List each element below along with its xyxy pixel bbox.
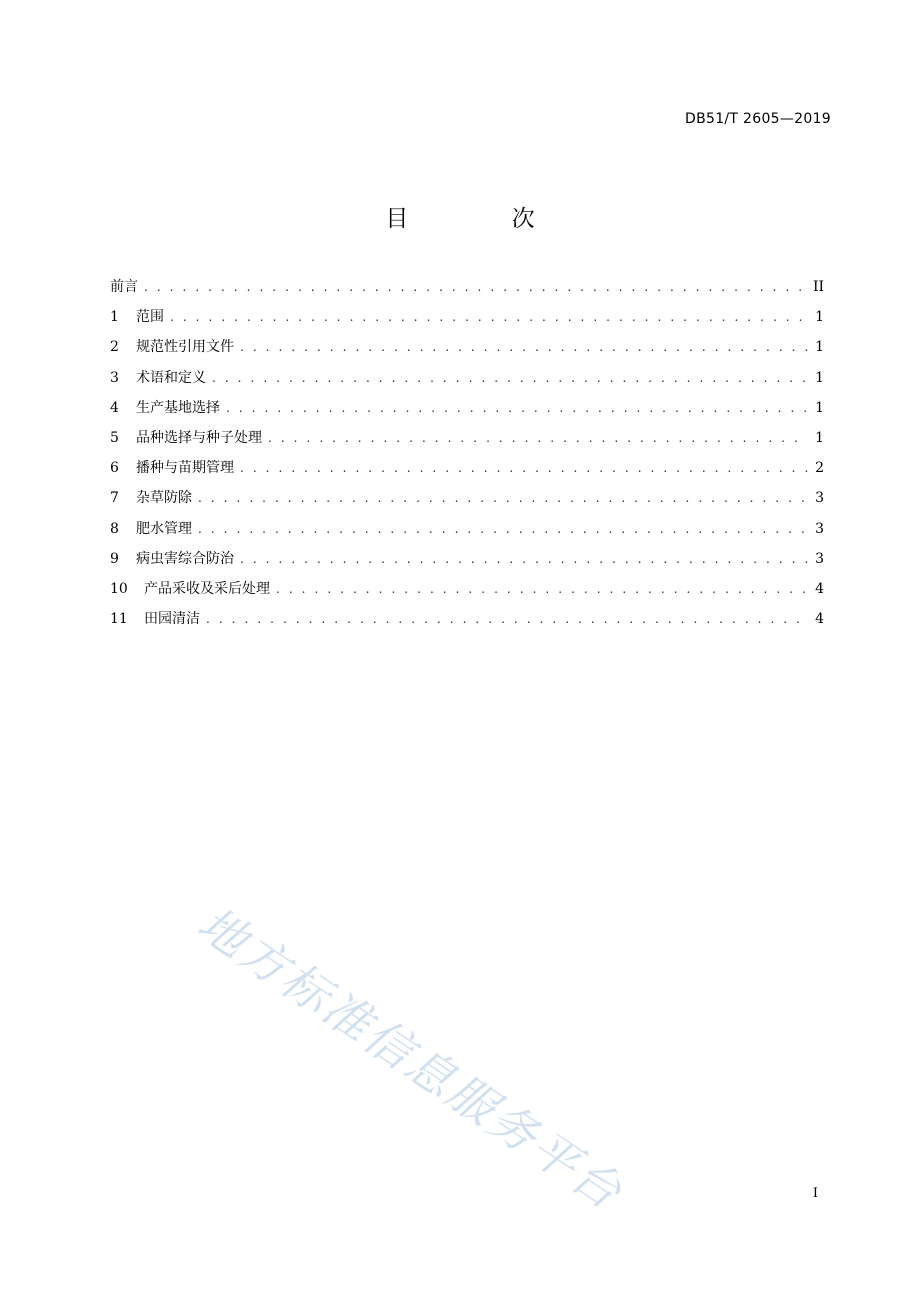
toc-entry-pest-control[interactable] — [110, 548, 824, 578]
toc-entry-number: 8 — [110, 520, 119, 537]
dot-leader — [206, 608, 808, 630]
dot-leader — [268, 427, 808, 449]
page-number: I — [812, 1186, 818, 1201]
toc-entry-page: 1 — [815, 399, 824, 416]
toc-entry-number: 2 — [110, 339, 119, 356]
toc-entry-scope[interactable] — [110, 306, 824, 336]
dot-leader — [170, 306, 808, 328]
dot-leader — [144, 276, 807, 298]
dot-leader — [240, 336, 808, 358]
toc-entry-page: 3 — [815, 520, 824, 537]
toc-entry-number: 1 — [110, 309, 119, 326]
toc-entry-label: 肥水管理 — [136, 520, 192, 537]
toc-entry-normative-references[interactable] — [110, 336, 824, 366]
toc-entry-production-base[interactable] — [110, 397, 824, 427]
toc-entry-label: 病虫害综合防治 — [136, 550, 234, 567]
toc-title: 目 次 — [385, 206, 583, 232]
toc-entry-number: 6 — [110, 460, 119, 477]
toc-entry-label: 术语和定义 — [136, 369, 206, 386]
dot-leader — [276, 578, 808, 600]
toc-entry-terms-definitions[interactable] — [110, 367, 824, 397]
toc-entry-label: 品种选择与种子处理 — [136, 429, 262, 446]
toc-entry-page: 3 — [815, 490, 824, 507]
toc-entry-label: 前言 — [110, 279, 138, 295]
toc-entry-page: 1 — [815, 309, 824, 326]
dot-leader — [198, 487, 808, 509]
toc-entry-field-cleaning[interactable] — [110, 608, 824, 638]
toc-entry-page: 2 — [815, 460, 824, 477]
toc-entry-label: 规范性引用文件 — [136, 339, 234, 356]
toc-entry-page: II — [812, 279, 824, 295]
toc-entry-label: 播种与苗期管理 — [136, 460, 234, 477]
dot-leader — [240, 457, 808, 479]
toc-entry-fertilizer-water[interactable] — [110, 518, 824, 548]
dot-leader — [226, 397, 808, 419]
watermark: 地方标准信息服务平台 — [187, 896, 633, 1222]
toc-entry-label: 生产基地选择 — [136, 399, 220, 416]
document-code: DB51/T 2605—2019 — [685, 111, 831, 127]
toc-entry-label: 田园清洁 — [144, 611, 200, 628]
dot-leader — [240, 548, 808, 570]
toc-entry-page: 4 — [815, 580, 824, 597]
toc-entry-label: 范围 — [136, 309, 164, 326]
toc-entry-page: 3 — [815, 550, 824, 567]
table-of-contents — [110, 276, 824, 638]
toc-entry-weed-control[interactable] — [110, 487, 824, 517]
toc-entry-number: 10 — [110, 580, 128, 597]
toc-entry-number: 4 — [110, 399, 119, 416]
toc-entry-foreword[interactable] — [110, 276, 824, 306]
toc-entry-label: 杂草防除 — [136, 490, 192, 507]
toc-entry-page: 1 — [815, 369, 824, 386]
dot-leader — [198, 518, 808, 540]
toc-entry-number: 7 — [110, 490, 119, 507]
toc-entry-number: 3 — [110, 369, 119, 386]
dot-leader — [212, 367, 808, 389]
toc-entry-harvest[interactable] — [110, 578, 824, 608]
toc-entry-page: 4 — [815, 611, 824, 628]
toc-entry-page: 1 — [815, 339, 824, 356]
toc-entry-variety-seed[interactable] — [110, 427, 824, 457]
toc-entry-number: 9 — [110, 550, 119, 567]
toc-entry-sowing-seedling[interactable] — [110, 457, 824, 487]
toc-entry-page: 1 — [815, 429, 824, 446]
toc-entry-number: 11 — [110, 611, 128, 628]
toc-entry-number: 5 — [110, 429, 119, 446]
toc-entry-label: 产品采收及采后处理 — [144, 580, 270, 597]
